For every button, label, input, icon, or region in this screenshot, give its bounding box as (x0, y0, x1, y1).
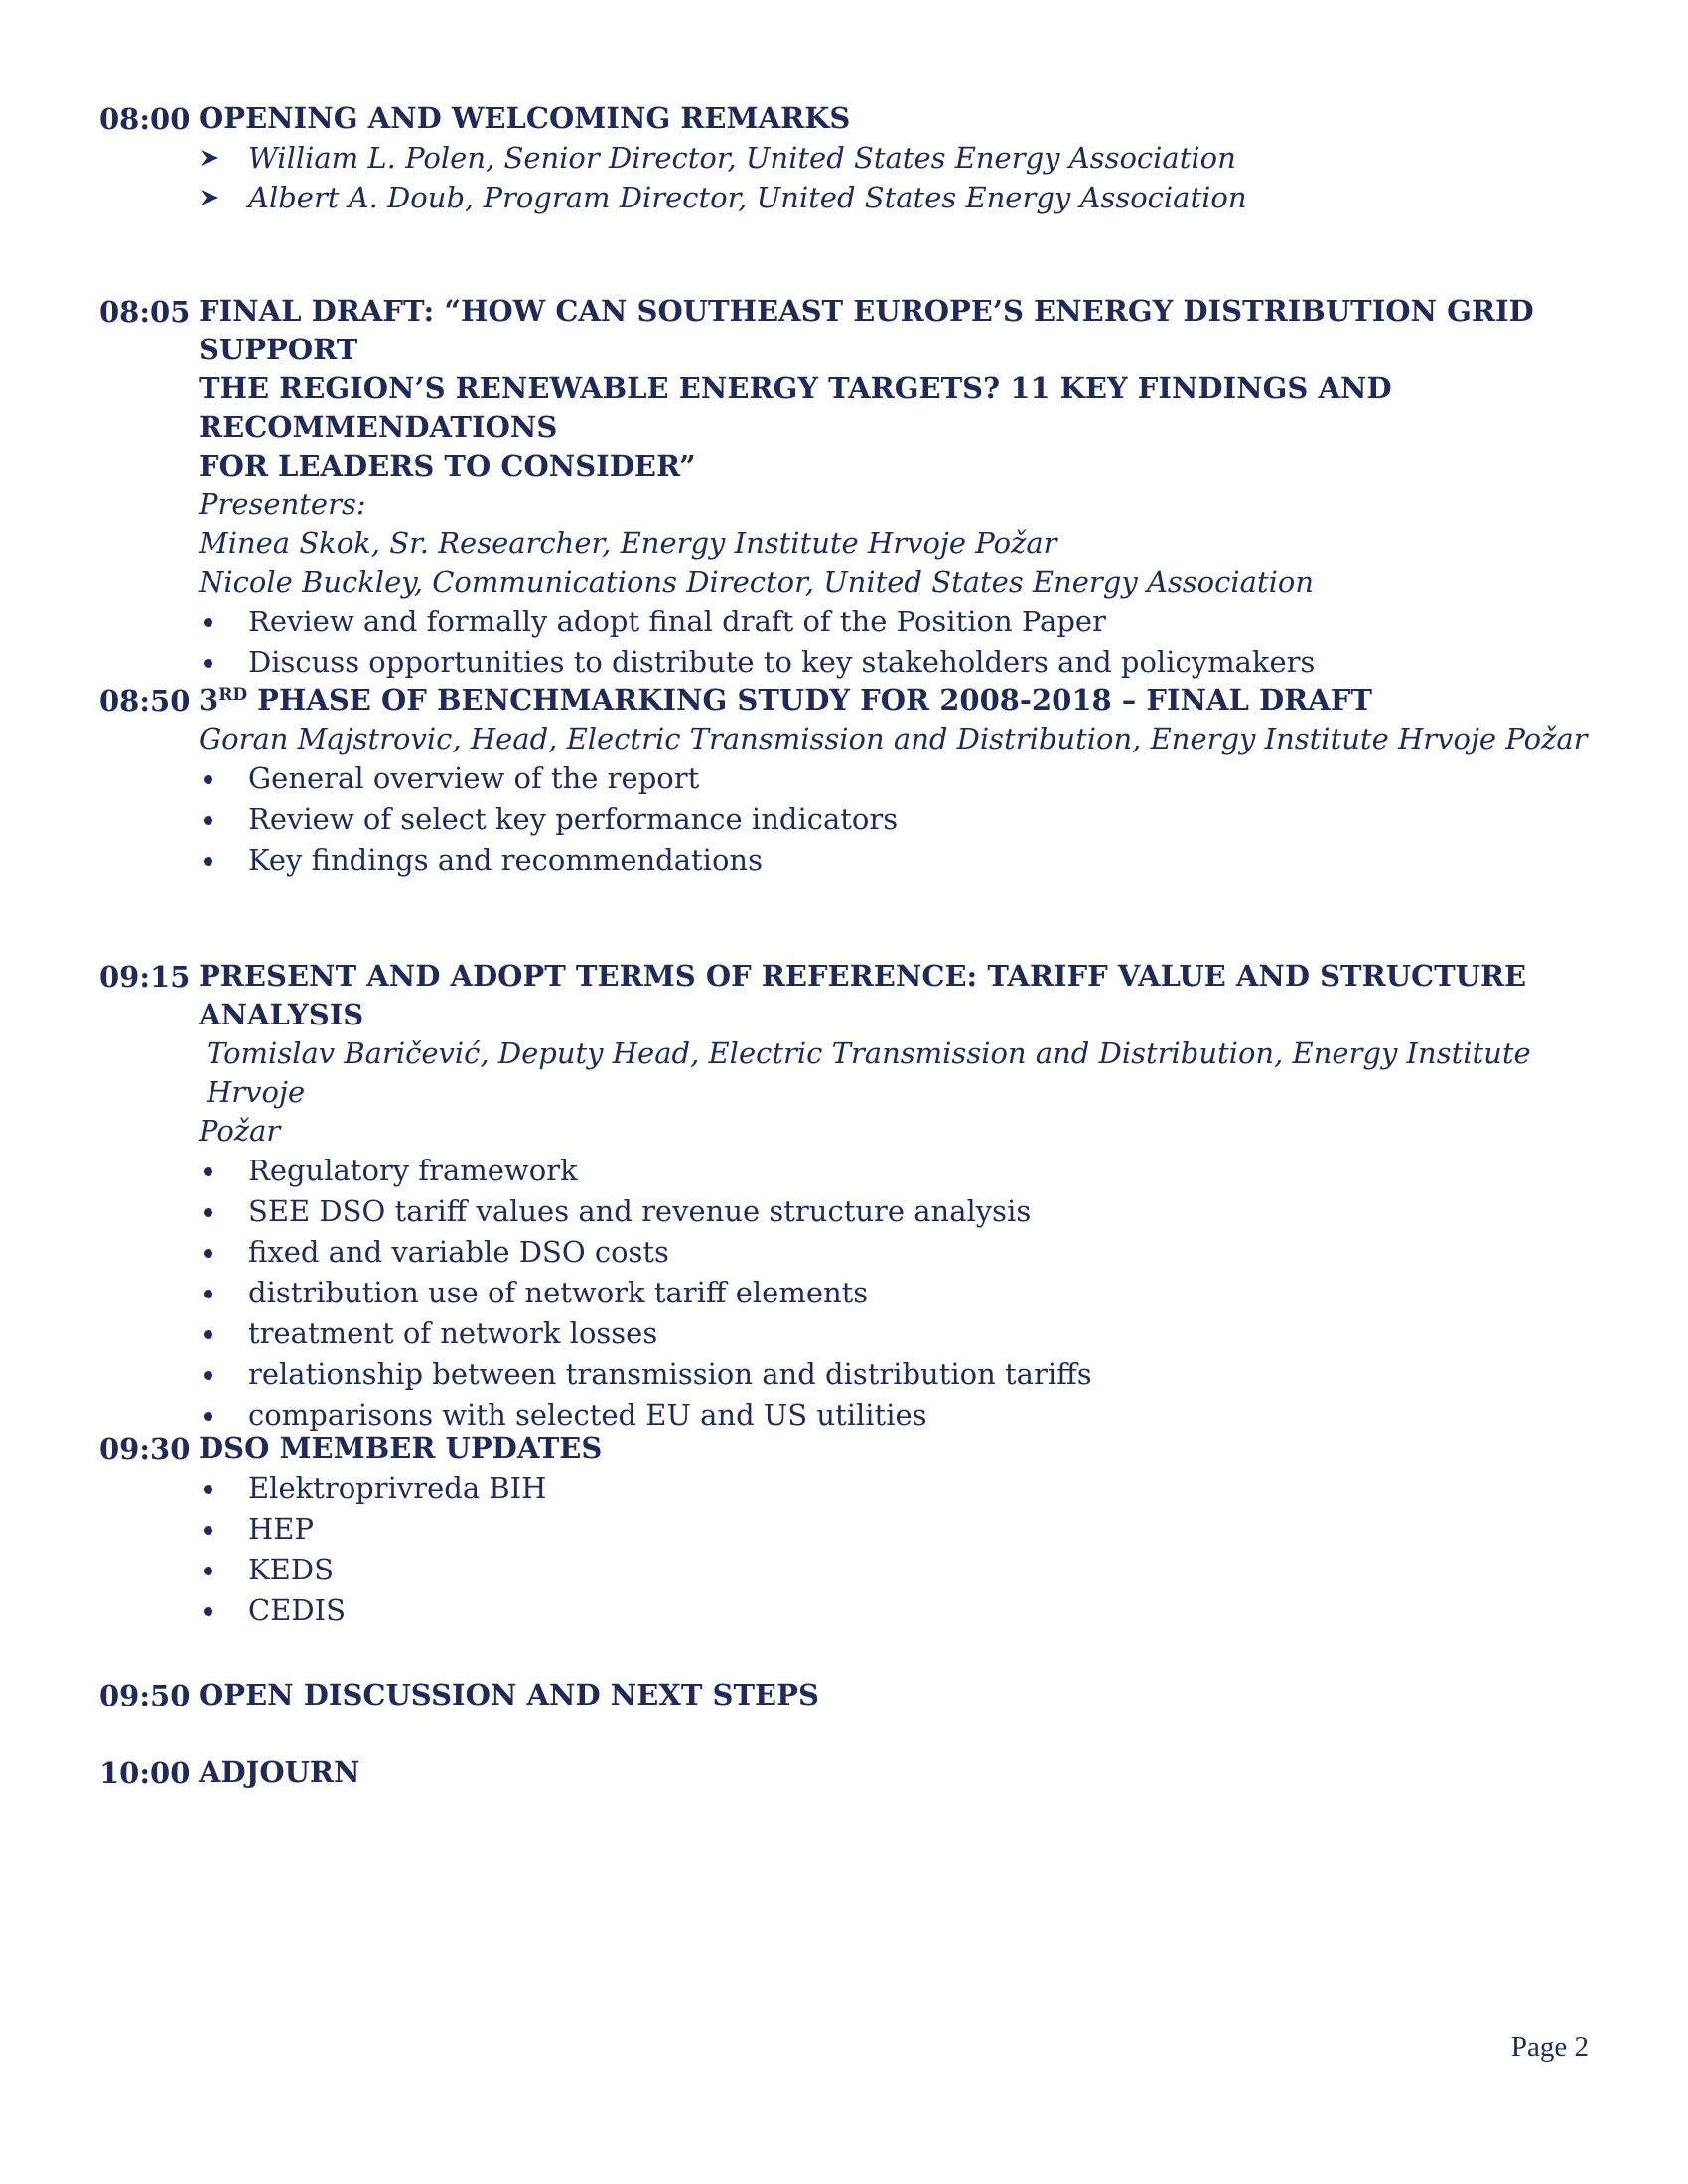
bullet-icon (204, 1290, 212, 1298)
topic-text: fixed and variable DSO costs (248, 1235, 669, 1269)
agenda-title: OPENING AND WELCOMING REMARKS (199, 101, 851, 135)
agenda-time: 08:50 (99, 684, 191, 718)
bullet-icon (204, 618, 212, 627)
bullet-icon (204, 1371, 212, 1380)
topic-text: Key findings and recommendations (248, 843, 763, 877)
speaker-text: Albert A. Doub, Program Director, United States Energy Association (248, 181, 1247, 214)
topic-item (149, 1191, 1609, 1232)
topic-item (149, 840, 1609, 881)
bullet-icon (204, 1607, 212, 1616)
presenters-label: Presenters: (199, 487, 366, 521)
topic-text: treatment of network losses (248, 1316, 658, 1350)
topic-item (149, 642, 1609, 683)
bullet-icon (204, 1412, 212, 1421)
topic-list (99, 1151, 1609, 1435)
topic-item (149, 799, 1609, 840)
agenda-item-0930 (99, 1430, 1609, 1631)
topic-text: Regulatory framework (248, 1154, 578, 1187)
topic-item (149, 1509, 1609, 1550)
presenter-line: Tomislav Baričević, Deputy Head, Electric Transmission and Distribution, Energy Institute Hrvoje (207, 1036, 1531, 1109)
title-prefix: 3 (199, 683, 219, 717)
agenda-time: 10:00 (99, 1756, 191, 1790)
agenda-title: DSO MEMBER UPDATES (199, 1432, 603, 1465)
bullet-icon (204, 1208, 212, 1217)
agenda-title-line: FOR LEADERS TO CONSIDER” (199, 449, 696, 482)
speaker-item (199, 138, 1609, 178)
agenda-item-0805 (99, 292, 1609, 683)
topic-text: Review of select key performance indicators (248, 802, 899, 836)
agenda-title: PRESENT AND ADOPT TERMS OF REFERENCE: TARIFF VALUE AND STRUCTURE ANALYSIS (199, 959, 1527, 1031)
agenda-time: 09:50 (99, 1679, 191, 1712)
agenda-time: 09:15 (99, 960, 191, 994)
topic-text: comparisons with selected EU and US utilities (248, 1398, 927, 1432)
presenter: Goran Majstrovic, Head, Electric Transmission and Distribution, Energy Institute Hrvoje Požar (199, 722, 1588, 755)
bullet-icon (204, 1249, 212, 1258)
bullet-icon (204, 1330, 212, 1339)
presenter-line: Požar (199, 1114, 281, 1148)
topic-item (149, 1151, 1609, 1191)
agenda-time: 09:30 (99, 1433, 191, 1466)
topic-text: relationship between transmission and distribution tariffs (248, 1357, 1092, 1391)
speaker-item (199, 178, 1609, 217)
bullet-icon (204, 816, 212, 825)
topic-text: CEDIS (248, 1593, 346, 1627)
arrow-bullet-icon (199, 178, 226, 217)
agenda-title-line: THE REGION’S RENEWABLE ENERGY TARGETS? 11 KEY FINDINGS AND RECOMMENDATIONS (199, 371, 1392, 444)
topic-text: General overview of the report (248, 761, 700, 795)
agenda-item-0915 (99, 957, 1609, 1435)
bullet-icon (204, 1485, 212, 1494)
agenda-item-0850 (99, 681, 1609, 881)
agenda-item-0950 (99, 1676, 1609, 1714)
topic-text: Review and formally adopt final draft of the Position Paper (248, 605, 1106, 638)
title-superscript: RD (218, 685, 248, 705)
bullet-icon (204, 1167, 212, 1176)
speaker-text: William L. Polen, Senior Director, United States Energy Association (248, 141, 1236, 175)
topic-list (99, 602, 1609, 683)
agenda-title: OPEN DISCUSSION AND NEXT STEPS (199, 1678, 819, 1711)
topic-text: distribution use of network tariff elements (248, 1276, 869, 1309)
bullet-icon (204, 1526, 212, 1535)
topic-item (149, 1590, 1609, 1631)
topic-item (149, 758, 1609, 799)
topic-item (149, 1232, 1609, 1273)
bullet-icon (204, 659, 212, 668)
topic-item (149, 1468, 1609, 1509)
bullet-icon (204, 1567, 212, 1575)
agenda-item-0800 (99, 99, 1609, 217)
presenter: Minea Skok, Sr. Researcher, Energy Institute Hrvoje Požar (199, 526, 1057, 560)
topic-text: Discuss opportunities to distribute to key stakeholders and policymakers (248, 645, 1316, 679)
bullet-icon (204, 857, 212, 866)
topic-item (149, 1550, 1609, 1590)
topic-list (99, 1468, 1609, 1631)
agenda-time: 08:00 (99, 102, 191, 136)
agenda-title: ADJOURN (199, 1755, 360, 1789)
agenda-title-line: FINAL DRAFT: “HOW CAN SOUTHEAST EUROPE’S ENERGY DISTRIBUTION GRID SUPPORT (199, 294, 1534, 366)
agenda-item-1000 (99, 1753, 1609, 1792)
arrow-bullet-icon (199, 138, 226, 178)
presenter: Nicole Buckley, Communications Director, United States Energy Association (199, 565, 1314, 599)
topic-item (149, 602, 1609, 642)
title-rest: PHASE OF BENCHMARKING STUDY FOR 2008-2018 – FINAL DRAFT (247, 683, 1372, 717)
agenda-time: 08:05 (99, 295, 191, 329)
topic-text: HEP (248, 1512, 314, 1546)
agenda-title (199, 681, 1609, 720)
speaker-list (199, 138, 1609, 217)
topic-item (149, 1313, 1609, 1354)
topic-text: SEE DSO tariff values and revenue structure analysis (248, 1194, 1032, 1228)
bullet-icon (204, 775, 212, 784)
topic-item (149, 1354, 1609, 1395)
topic-item (149, 1273, 1609, 1313)
topic-text: KEDS (248, 1553, 334, 1586)
topic-text: Elektroprivreda BIH (248, 1471, 547, 1505)
page-number: Page 2 (1510, 2031, 1589, 2063)
topic-list (99, 758, 1609, 881)
